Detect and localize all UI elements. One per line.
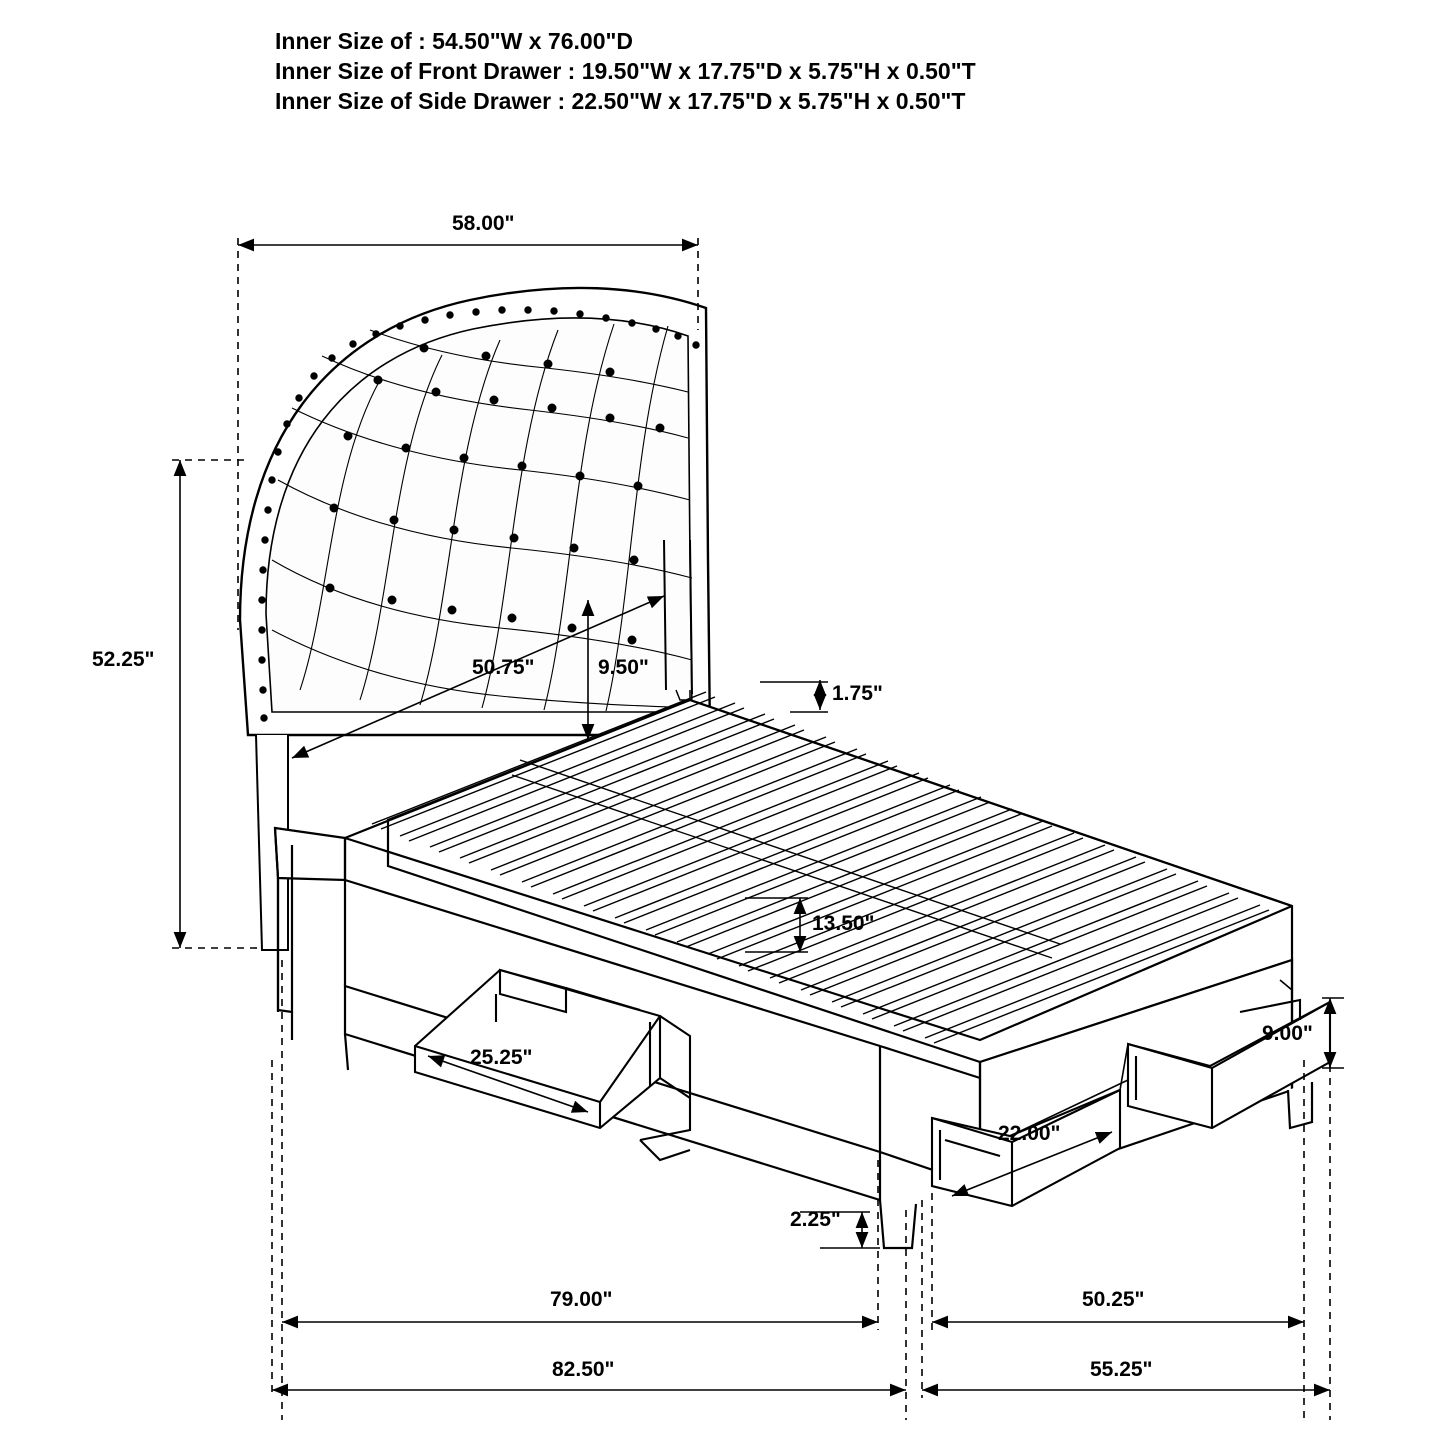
note-line-3: Inner Size of Side Drawer : 22.50"W x 17.75"D x 5.75"H x 0.50"T — [275, 88, 966, 114]
dim-headboard-width: 58.00" — [452, 212, 515, 235]
dim-front-drawer-width: 25.25" — [470, 1046, 533, 1069]
dim-rail-thickness: 1.75" — [832, 682, 883, 705]
dim-headboard-panel-width: 50.75" — [472, 656, 535, 679]
dim-overall-height: 52.25" — [92, 648, 155, 671]
dim-side-depth: 50.25" — [1082, 1288, 1145, 1311]
dim-overall-depth: 55.25" — [1090, 1358, 1153, 1381]
dim-headboard-to-deck: 9.50" — [598, 656, 649, 679]
note-line-1: Inner Size of : 54.50"W x 76.00"D — [275, 28, 633, 54]
dim-side-drawer-height: 9.00" — [1262, 1022, 1313, 1045]
note-line-2: Inner Size of Front Drawer : 19.50"W x 17.75"D x 5.75"H x 0.50"T — [275, 58, 976, 84]
bed-frame-group — [275, 692, 1312, 1248]
dim-leg-height: 2.25" — [790, 1208, 841, 1231]
dim-overall-length: 82.50" — [552, 1358, 615, 1381]
front-drawer-open — [415, 970, 690, 1160]
dim-frame-length: 79.00" — [550, 1288, 613, 1311]
dim-side-drawer-width: 22.00" — [998, 1122, 1061, 1145]
dim-deck-height: 13.50" — [812, 912, 875, 935]
